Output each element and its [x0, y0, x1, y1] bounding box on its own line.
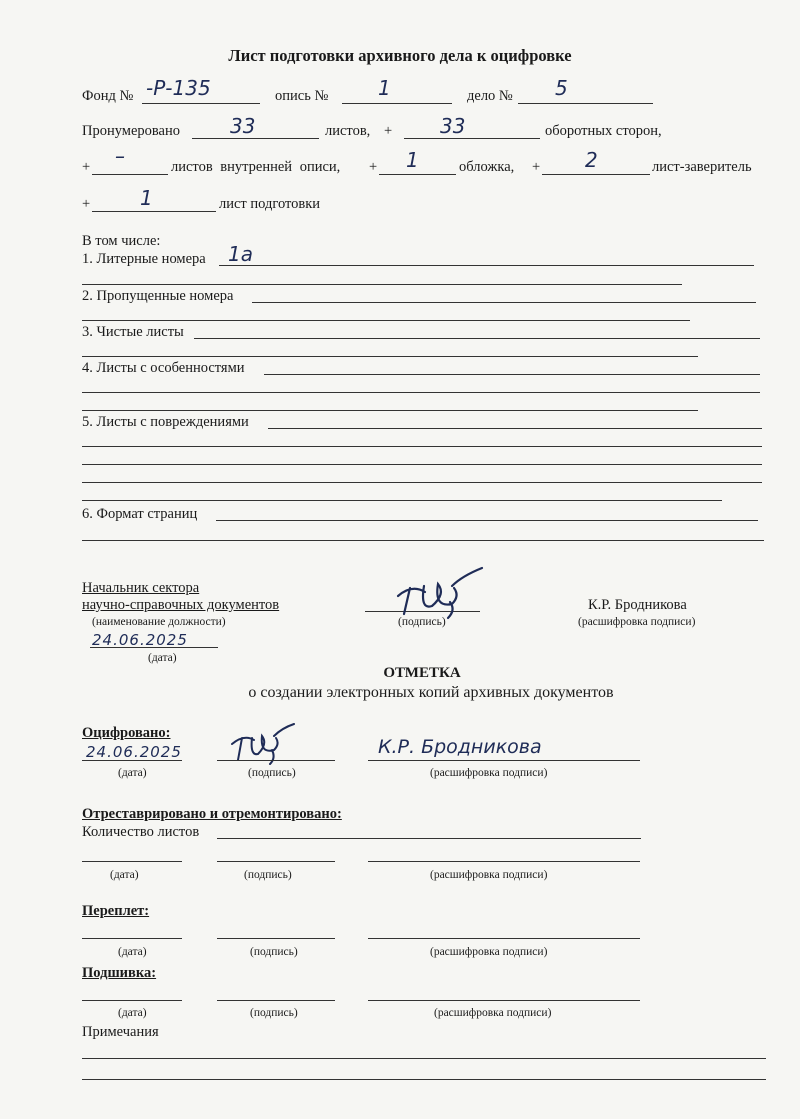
prep-label: лист подготовки	[219, 196, 321, 212]
numbered-value: 33	[230, 114, 256, 138]
stitching-date-line	[82, 1000, 182, 1001]
item-missing-label: 2. Пропущенные номера	[82, 288, 234, 304]
position-caption: (наименование должности)	[92, 616, 226, 628]
stitching-signature-caption: (подпись)	[250, 1007, 298, 1019]
digitized-name-caption: (расшифровка подписи)	[430, 767, 548, 779]
continuation-line	[82, 464, 762, 465]
notes-line	[82, 1058, 766, 1059]
reverse-value: 33	[440, 114, 466, 138]
digitized-date-caption: (дата)	[118, 767, 147, 779]
item-special-line	[264, 374, 760, 375]
inner-value: –	[115, 144, 125, 168]
restored-date-caption: (дата)	[110, 869, 139, 881]
approval-signature	[390, 566, 490, 621]
restored-name-caption: (расшифровка подписи)	[430, 869, 548, 881]
continuation-line	[82, 284, 682, 285]
approval-signature-caption: (подпись)	[398, 616, 446, 628]
approval-date: 24.06.2025	[92, 631, 188, 649]
inner-label: листов внутренней описи,	[171, 159, 341, 175]
cert-value: 2	[585, 148, 598, 172]
restored-count-label: Количество листов	[82, 824, 200, 840]
item-blank-line	[194, 338, 760, 339]
inner-line	[92, 174, 168, 175]
fond-line	[142, 103, 260, 104]
digitized-date: 24.06.2025	[86, 743, 182, 761]
binding-name-caption: (расшифровка подписи)	[430, 946, 548, 958]
fond-label: Фонд №	[82, 88, 134, 104]
including-label: В том числе:	[82, 233, 161, 249]
approval-date-line	[90, 647, 218, 648]
restored-label: Отреставрировано и отремонтировано:	[82, 806, 342, 822]
approval-date-caption: (дата)	[148, 652, 177, 664]
item-literal-label: 1. Литерные номера	[82, 251, 206, 267]
opis-value: 1	[378, 76, 391, 100]
prep-line	[92, 211, 216, 212]
delo-value: 5	[555, 76, 568, 100]
item-special-label: 4. Листы с особенностями	[82, 360, 245, 376]
stitching-label: Подшивка:	[82, 965, 157, 981]
opis-line	[342, 103, 452, 104]
stitching-date-caption: (дата)	[118, 1007, 147, 1019]
restored-signature-line	[217, 861, 335, 862]
stitching-signature-line	[217, 1000, 335, 1001]
cert-label: лист-заверитель	[652, 159, 752, 175]
position-line1: Начальник сектора	[82, 580, 200, 596]
item-blank-label: 3. Чистые листы	[82, 324, 184, 340]
position-line2: научно-справочных документов	[82, 597, 280, 613]
notes-line	[82, 1079, 766, 1080]
reverse-line	[404, 138, 540, 139]
stitching-name-caption: (расшифровка подписи)	[434, 1007, 552, 1019]
continuation-line	[82, 320, 690, 321]
numbered-line	[192, 138, 319, 139]
digitized-signature-caption: (подпись)	[248, 767, 296, 779]
plus-sign: +	[532, 159, 541, 175]
item-damaged-line	[268, 428, 762, 429]
continuation-line	[82, 392, 760, 393]
binding-label: Переплет:	[82, 903, 150, 919]
item-damaged-label: 5. Листы с повреждениями	[82, 414, 249, 430]
binding-signature-caption: (подпись)	[250, 946, 298, 958]
binding-signature-line	[217, 938, 335, 939]
delo-line	[518, 103, 653, 104]
continuation-line	[82, 500, 722, 501]
digitized-name-line	[368, 760, 640, 761]
delo-label: дело №	[467, 88, 513, 104]
item-literal-value: 1а	[228, 242, 253, 266]
opis-label: опись №	[275, 88, 329, 104]
continuation-line	[82, 482, 762, 483]
plus-sign: +	[384, 123, 393, 139]
plus-sign: +	[369, 159, 378, 175]
restored-signature-caption: (подпись)	[244, 869, 292, 881]
item-missing-line	[252, 302, 756, 303]
continuation-line	[82, 540, 764, 541]
sheets-label: листов,	[325, 123, 371, 139]
approval-name: К.Р. Бродникова	[588, 597, 687, 613]
restored-name-line	[368, 861, 640, 862]
document-title: Лист подготовки архивного дела к оцифровке	[228, 46, 572, 65]
binding-name-line	[368, 938, 640, 939]
digitized-label: Оцифровано:	[82, 725, 171, 741]
fond-value: -Р-135	[146, 76, 211, 100]
numbered-label: Пронумеровано	[82, 123, 181, 139]
continuation-line	[82, 446, 762, 447]
continuation-line	[82, 356, 698, 357]
continuation-line	[82, 410, 698, 411]
cert-line	[542, 174, 650, 175]
digitized-date-line	[82, 760, 182, 761]
item-format-line	[216, 520, 758, 521]
cover-value: 1	[406, 148, 419, 172]
approval-name-caption: (расшифровка подписи)	[578, 616, 696, 628]
restored-count-line	[217, 838, 641, 839]
notes-label: Примечания	[82, 1024, 159, 1040]
prep-value: 1	[140, 186, 153, 210]
reverse-label: оборотных сторон,	[545, 123, 662, 139]
mark-title: ОТМЕТКА	[383, 665, 461, 681]
cover-line	[379, 174, 456, 175]
item-literal-line	[219, 265, 754, 266]
binding-date-line	[82, 938, 182, 939]
item-format-label: 6. Формат страниц	[82, 506, 198, 522]
restored-date-line	[82, 861, 182, 862]
plus-sign: +	[82, 159, 91, 175]
digitized-name: К.Р. Бродникова	[378, 736, 542, 758]
stitching-name-line	[368, 1000, 640, 1001]
mark-subtitle: о создании электронных копий архивных документов	[248, 684, 614, 701]
cover-label: обложка,	[459, 159, 515, 175]
plus-sign: +	[82, 196, 91, 212]
binding-date-caption: (дата)	[118, 946, 147, 958]
digitized-signature-line	[217, 760, 335, 761]
